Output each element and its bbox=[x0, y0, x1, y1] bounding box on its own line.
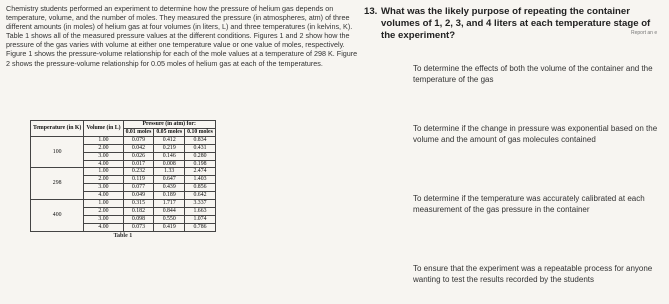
pressure-cell: 1.717 bbox=[154, 200, 185, 208]
pressure-cell: 0.786 bbox=[185, 223, 216, 231]
pressure-cell: 0.315 bbox=[123, 200, 154, 208]
question-text: What was the likely purpose of repeating the container volumes of 1, 2, 3, and 4 liters at each temperature stage of the experiment? bbox=[381, 6, 651, 41]
pressure-cell: 1.33 bbox=[154, 168, 185, 176]
pressure-cell: 0.146 bbox=[154, 152, 185, 160]
question-number: 13. bbox=[364, 6, 378, 17]
header-temperature: Temperature (in K) bbox=[31, 121, 84, 137]
passage-text: Chemistry students performed an experiment to determine how the pressure of helium gas depends on temperature, volume, and the number of moles. They measured the pressure (in atmospheres, atm) of three different amounts (in moles) of helium gas at four volumes (in liters, L) and three temperatures (in kelvins, K). Table 1 shows all of the measured pressure values at the different conditions. Figures 1 and 2 show how the pressure of the gas varies with volume at either one temperature value or one value of moles, respectively. Figure 1 shows the pressure-volume relationship for each of the mole values at a temperature of 298 K. Figure 2 shows the pressure-volume relationship for 0.05 moles of helium gas at each of the temperatures. bbox=[6, 4, 358, 68]
data-table-container bbox=[30, 120, 216, 239]
pressure-cell: 0.219 bbox=[154, 144, 185, 152]
question bbox=[364, 6, 666, 42]
pressure-cell: 2.474 bbox=[185, 168, 216, 176]
pressure-cell: 3.337 bbox=[185, 200, 216, 208]
volume-cell: 2.00 bbox=[84, 144, 123, 152]
passage bbox=[6, 4, 358, 68]
pressure-cell: 0.647 bbox=[154, 176, 185, 184]
pressure-cell: 0.077 bbox=[123, 184, 154, 192]
answer-option-2[interactable]: To determine if the change in pressure was exponential based on the volume and the amount of gas molecules contained bbox=[413, 124, 658, 144]
volume-cell: 2.00 bbox=[84, 207, 123, 215]
volume-cell: 4.00 bbox=[84, 160, 123, 168]
pressure-cell: 0.550 bbox=[154, 215, 185, 223]
table-caption: Table 1 bbox=[113, 232, 133, 239]
pressure-cell: 0.182 bbox=[123, 207, 154, 215]
table-row bbox=[31, 136, 216, 144]
volume-cell: 3.00 bbox=[84, 152, 123, 160]
pressure-cell: 1.403 bbox=[185, 176, 216, 184]
pressure-cell: 0.049 bbox=[123, 192, 154, 200]
answer-option-4[interactable]: To ensure that the experiment was a repeatable process for anyone wanting to test the results recorded by the students bbox=[413, 264, 653, 284]
pressure-cell: 0.017 bbox=[123, 160, 154, 168]
pressure-cell: 0.232 bbox=[123, 168, 154, 176]
report-error-link[interactable]: Report an e bbox=[631, 30, 658, 36]
volume-cell: 1.00 bbox=[84, 136, 123, 144]
pressure-cell: 0.412 bbox=[154, 136, 185, 144]
header-moles-2: 0.05 moles bbox=[154, 128, 185, 136]
pressure-cell: 0.042 bbox=[123, 144, 154, 152]
header-pressure: Pressure (in atm) for: bbox=[123, 121, 215, 129]
volume-cell: 1.00 bbox=[84, 168, 123, 176]
header-moles-1: 0.01 moles bbox=[123, 128, 154, 136]
pressure-cell: 1.074 bbox=[185, 215, 216, 223]
temperature-cell: 400 bbox=[31, 200, 84, 232]
temperature-cell: 100 bbox=[31, 136, 84, 168]
header-volume: Volume (in L) bbox=[84, 121, 123, 137]
pressure-cell: 0.073 bbox=[123, 223, 154, 231]
pressure-cell: 1.663 bbox=[185, 207, 216, 215]
volume-cell: 3.00 bbox=[84, 215, 123, 223]
pressure-cell: 0.642 bbox=[185, 192, 216, 200]
header-moles-3: 0.10 moles bbox=[185, 128, 216, 136]
pressure-cell: 0.119 bbox=[123, 176, 154, 184]
pressure-cell: 0.198 bbox=[185, 160, 216, 168]
pressure-cell: 0.079 bbox=[123, 136, 154, 144]
pressure-cell: 0.008 bbox=[154, 160, 185, 168]
pressure-cell: 0.189 bbox=[154, 192, 185, 200]
pressure-cell: 0.419 bbox=[154, 223, 185, 231]
pressure-cell: 0.834 bbox=[185, 136, 216, 144]
volume-cell: 3.00 bbox=[84, 184, 123, 192]
volume-cell: 2.00 bbox=[84, 176, 123, 184]
answer-option-3[interactable]: To determine if the temperature was accurately calibrated at each measurement of the gas pressure in the container bbox=[413, 194, 645, 214]
data-table bbox=[30, 120, 216, 232]
table-row bbox=[31, 200, 216, 208]
answer-option-1[interactable]: To determine the effects of both the volume of the container and the temperature of the gas bbox=[413, 64, 653, 84]
volume-cell: 4.00 bbox=[84, 223, 123, 231]
pressure-cell: 0.844 bbox=[154, 207, 185, 215]
volume-cell: 4.00 bbox=[84, 192, 123, 200]
table-row bbox=[31, 168, 216, 176]
pressure-cell: 0.280 bbox=[185, 152, 216, 160]
volume-cell: 1.00 bbox=[84, 200, 123, 208]
table-body bbox=[31, 136, 216, 231]
pressure-cell: 0.026 bbox=[123, 152, 154, 160]
temperature-cell: 298 bbox=[31, 168, 84, 200]
pressure-cell: 0.856 bbox=[185, 184, 216, 192]
pressure-cell: 0.098 bbox=[123, 215, 154, 223]
pressure-cell: 0.431 bbox=[185, 144, 216, 152]
pressure-cell: 0.439 bbox=[154, 184, 185, 192]
